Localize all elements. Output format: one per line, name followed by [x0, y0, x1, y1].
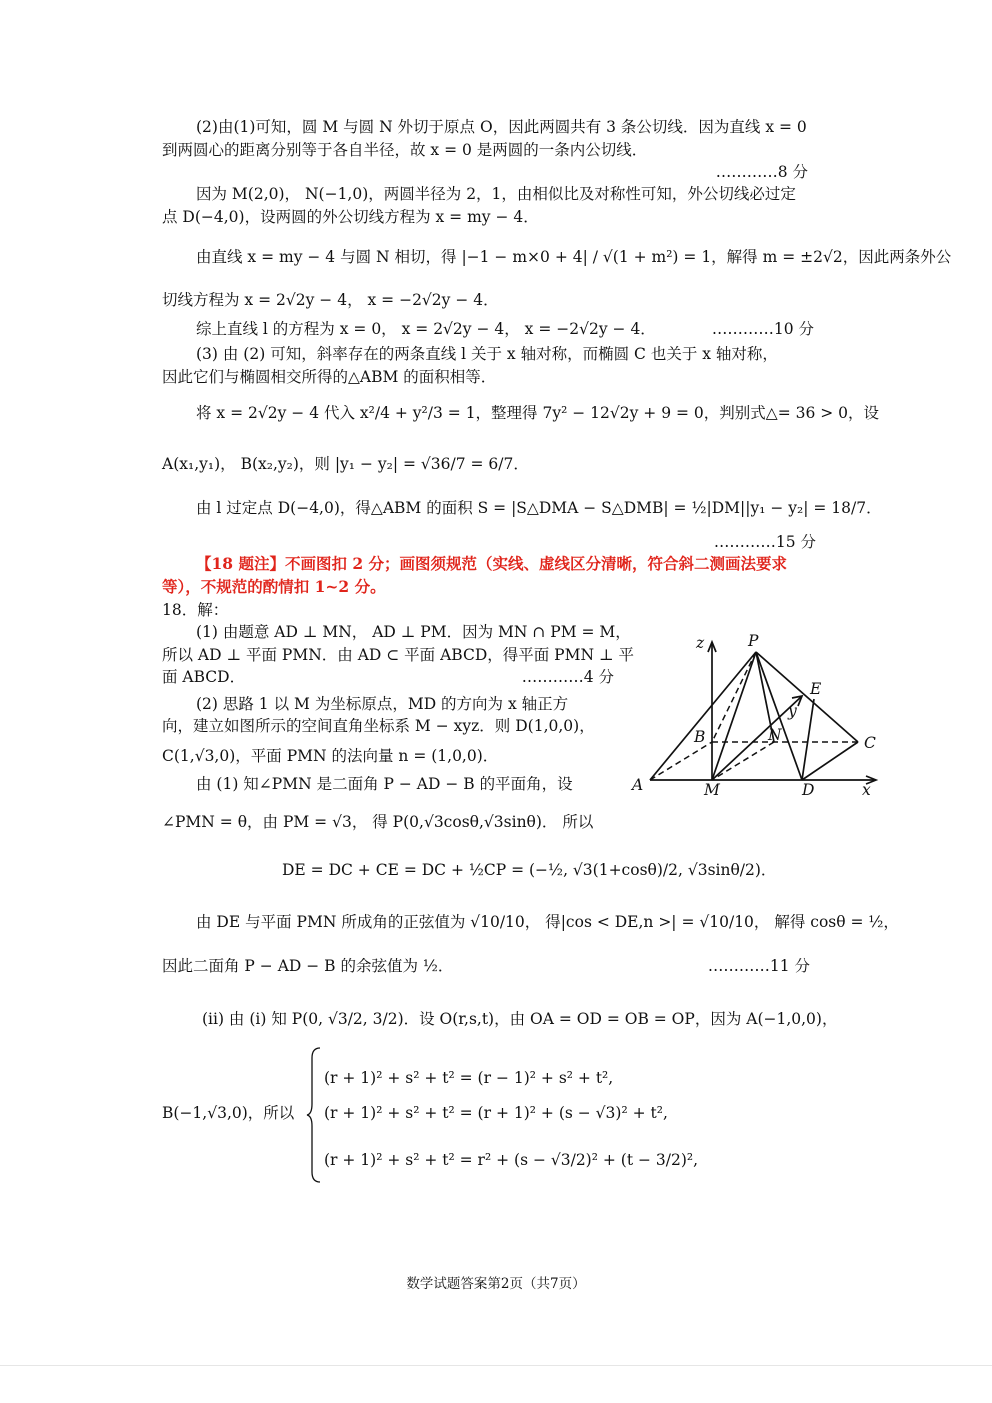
label-y: y [788, 702, 797, 720]
text-line: (2)由(1)可知，圆 M 与圆 N 外切于原点 O，因此两圆共有 3 条公切线．因为直线 x = 0 [196, 118, 807, 136]
text-line: (ii) 由 (i) 知 P(0, √3/2, 3/2)．设 O(r,s,t)，由 OA = OD = OB = OP，因为 A(−1,0,0)， [202, 1010, 838, 1028]
label-D: D [802, 781, 815, 799]
text-line: B(−1,√3,0)，所以 [162, 1104, 295, 1122]
text-line: 由 DE 与平面 PMN 所成角的正弦值为 √10/10， 得|cos < DE,n >| = √10/10， 解得 cosθ = ½， [196, 913, 899, 931]
system-brace [306, 1046, 322, 1184]
text-line: 向，建立如图所示的空间直角坐标系 M − xyz．则 D(1,0,0)， [162, 717, 595, 735]
figure-lines [628, 628, 886, 804]
text-line: 切线方程为 x = 2√2y − 4， x = −2√2y − 4． [162, 291, 499, 309]
equation: (r + 1)² + s² + t² = (r + 1)² + (s − √3)² + t², [324, 1104, 668, 1122]
score-mark: …………15 分 [713, 533, 816, 551]
score-mark: …………10 分 [711, 320, 814, 338]
text-line: 因此二面角 P − AD − B 的余弦值为 ½． [162, 957, 454, 975]
text-line: 到两圆心的距离分别等于各自半径，故 x = 0 是两圆的一条内公切线． [162, 141, 648, 159]
edge-DC [802, 742, 858, 780]
label-E: E [810, 680, 822, 698]
grading-note: 等），不规范的酌情扣 1~2 分。 [162, 577, 386, 596]
text-line: (2) 思路 1 以 M 为坐标原点，MD 的方向为 x 轴正方 [196, 695, 569, 713]
edge-DE [802, 699, 814, 780]
page-footer: 数学试题答案第2页（共7页） [406, 1276, 586, 1292]
text-line: 由 (1) 知∠PMN 是二面角 P − AD − B 的平面角，设 [196, 775, 573, 793]
equation: DE = DC + CE = DC + ½CP = (−½, √3(1+cosθ)/2, √3sinθ/2)． [282, 861, 777, 879]
score-mark: …………4 分 [521, 668, 614, 686]
label-P: P [748, 632, 759, 650]
label-N: N [768, 726, 782, 744]
text-line: 面 ABCD． [162, 668, 246, 686]
text-line: (3) 由 (2) 可知，斜率存在的两条直线 l 关于 x 轴对称，而椭圆 C 也关于 x 轴对称， [196, 345, 778, 363]
equation: (r + 1)² + s² + t² = r² + (s − √3/2)² + (t − 3/2)², [324, 1151, 699, 1169]
text-line: 所以 AD ⊥ 平面 PMN．由 AD ⊂ 平面 ABCD，得平面 PMN ⊥ 平 [162, 646, 634, 664]
text-line: 由 l 过定点 D(−4,0)，得△ABM 的面积 S = |S△DMA − S△DMB| = ½|DM||y₁ − y₂| = 18/7． [196, 499, 882, 517]
text-line: A(x₁,y₁)， B(x₂,y₂)，则 |y₁ − y₂| = √36/7 = 6/7． [162, 455, 529, 473]
text-line: 因此它们与椭圆相交所得的△ABM 的面积相等． [162, 368, 497, 386]
text-line: 将 x = 2√2y − 4 代入 x²/4 + y²/3 = 1，整理得 7y² − 12√2y + 9 = 0，判别式△= 36 > 0，设 [196, 404, 880, 422]
label-C: C [864, 734, 876, 752]
text-line: 综上直线 l 的方程为 x = 0， x = 2√2y − 4， x = −2√2y − 4． [196, 320, 656, 338]
pyramid-figure [628, 628, 886, 804]
label-A: A [632, 776, 644, 794]
grading-note: 【18 题注】不画图扣 2 分；画图须规范（实线、虚线区分清晰，符合斜二测画法要求 [196, 554, 788, 573]
edge-NM [712, 742, 774, 780]
equation: (r + 1)² + s² + t² = (r − 1)² + s² + t², [324, 1069, 614, 1087]
question-number: 18．解： [162, 601, 229, 619]
label-x: x [862, 781, 871, 799]
edge-PA [650, 652, 756, 780]
score-mark: …………11 分 [707, 957, 810, 975]
label-M: M [704, 781, 720, 799]
text-line: (1) 由题意 AD ⊥ MN， AD ⊥ PM．因为 MN ∩ PM = M， [196, 623, 631, 641]
bottom-divider [0, 1365, 992, 1366]
text-line: 点 D(−4,0)，设两圆的外公切线方程为 x = my − 4． [162, 208, 539, 226]
edge-PM [712, 652, 756, 780]
text-line: ∠PMN = θ，由 PM = √3， 得 P(0,√3cosθ,√3sinθ)． 所以 [162, 813, 594, 831]
text-line: 因为 M(2,0)， N(−1,0)，两圆半径为 2，1，由相似比及对称性可知，外公切线必过定 [196, 185, 796, 203]
text-line: C(1,√3,0)，平面 PMN 的法向量 n = (1,0,0)． [162, 747, 499, 765]
text-line: 由直线 x = my − 4 与圆 N 相切，得 |−1 − m×0 + 4| / √(1 + m²) = 1，解得 m = ±2√2，因此两条外公 [196, 248, 952, 266]
label-B: B [694, 728, 706, 746]
label-z: z [696, 634, 705, 652]
edge-AB [650, 742, 712, 780]
score-mark: …………8 分 [715, 163, 808, 181]
